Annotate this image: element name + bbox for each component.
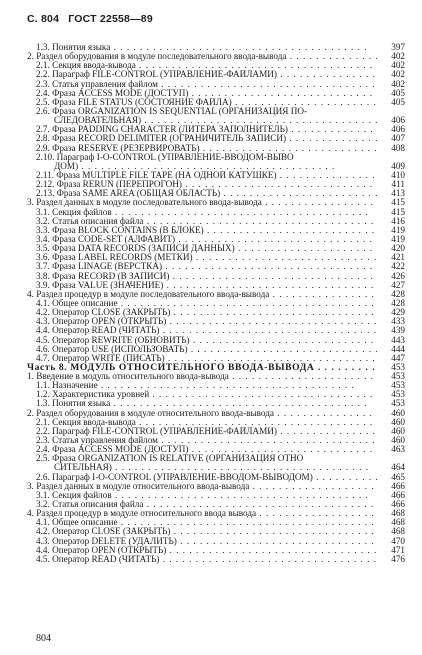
- toc-entry-title: 2.1. Секция ввода-вывода . .: [27, 418, 377, 427]
- toc-entry-page: 420: [391, 243, 405, 254]
- toc-entry-title: 2.5. Фраза FILE STATUS (СОСТОЯНИЕ ФАЙЛА) . .: [27, 98, 377, 107]
- toc-entry-title: 1.1. Назначение . .: [27, 381, 377, 390]
- toc-entry: [27, 162, 405, 171]
- toc-entry-page: 419: [391, 233, 405, 244]
- toc-entry-page: 419: [391, 224, 405, 235]
- toc-entry: [27, 189, 405, 198]
- toc-entry-title: 2.12. Фраза RERUN (ПЕРЕПРОГОН) . .: [27, 180, 377, 189]
- toc-entry-page: 471: [391, 544, 405, 555]
- toc-entry: [27, 317, 405, 326]
- toc-entry-page: 460: [391, 407, 405, 418]
- toc-entry-page: 397: [391, 42, 405, 52]
- toc-entry-title: 3.1. Секция файлов . .: [27, 491, 377, 500]
- toc-entry: [27, 518, 405, 527]
- toc-entry-page: 465: [391, 471, 405, 482]
- toc-entry: [27, 418, 405, 427]
- toc-entry-page: 453: [391, 380, 405, 391]
- toc-entry-title: 4.1. Общее описание . .: [27, 299, 377, 308]
- toc-entry: [27, 345, 405, 354]
- toc-entry: [27, 125, 405, 134]
- toc-entry: [27, 436, 405, 445]
- toc-entry: [27, 290, 405, 299]
- toc-entry-page: 402: [391, 69, 405, 80]
- toc-entry-title: 4.3. Оператор DELETE (УДАЛИТЬ) . .: [27, 537, 377, 546]
- toc-entry: [27, 308, 405, 317]
- toc-entry-title: 2.9. Фраза RESERVE (РЕЗЕРВИРОВАТЬ) . .: [27, 144, 377, 153]
- toc-entry-title: СЛЕДОВАТЕЛЬНАЯ) . .: [27, 116, 377, 125]
- toc-entry-page: 466: [391, 480, 405, 491]
- toc-entry-title: 2.8. Фраза RECORD DELIMITER (ОГРАНИЧИТЕЛЬ ЗАПИСИ) . .: [27, 134, 377, 143]
- toc-entry: [27, 272, 405, 281]
- toc-entry-title: 2.1. Секция ввода-вывода . .: [27, 61, 377, 70]
- toc-entry-page: 426: [391, 270, 405, 281]
- toc-entry-page: 429: [391, 307, 405, 318]
- toc-entry: [27, 555, 405, 564]
- toc-entry-page: 402: [391, 51, 405, 62]
- toc-entry-title: 3.6. Фраза LABEL RECORDS (МЕТКИ) . .: [27, 253, 377, 262]
- toc-entry-title: 4. Раздел процедур в модуле последовательного ввода-вывода . .: [27, 290, 377, 299]
- toc-entry-page: 409: [391, 160, 405, 171]
- toc-entry-title: 4.4. Оператор OPEN (ОТКРЫТЬ) . .: [27, 546, 377, 555]
- toc-entry-title: 2. Раздел оборудования в модуле последовательного ввода-вывода . .: [27, 52, 377, 61]
- toc-entry-title: ДОМ) . .: [27, 162, 377, 171]
- toc-entry-title: 4.5. Оператор REWRITE (ОБНОВИТЬ) . .: [27, 336, 377, 345]
- toc-entry: [27, 244, 405, 253]
- toc-entry-title: 2.6. Параграф I-O-CONTROL (УПРАВЛЕНИЕ-ВВОДОМ-ВЫВОДОМ) . .: [27, 473, 377, 482]
- toc-entry-title: 3.4. Фраза CODE-SET (АЛФАВИТ) . .: [27, 235, 377, 244]
- toc-entry-page: 453: [391, 371, 405, 382]
- toc-entry-page: 413: [391, 188, 405, 199]
- toc-entry-title: 4.2. Оператор CLOSE (ЗАКРЫТЬ) . .: [27, 308, 377, 317]
- toc-entry: [27, 381, 405, 390]
- toc-entry-title: 3.9. Фраза VALUE (ЗНАЧЕНИЕ) . .: [27, 281, 377, 290]
- toc-entry-page: 464: [391, 462, 405, 473]
- toc-entry: [27, 390, 405, 399]
- toc-entry: [27, 134, 405, 143]
- toc-entry: [27, 454, 405, 463]
- toc-entry-page: 405: [391, 96, 405, 107]
- toc-entry-title: 2.2. Параграф FILE-CONTROL (УПРАВЛЕНИЕ-ФАЙЛАМИ) . .: [27, 70, 377, 79]
- toc-entry: [27, 326, 405, 335]
- toc-entry: [27, 198, 405, 207]
- toc-entry: [27, 445, 405, 454]
- toc-entry-title: 4.2. Оператор CLOSE (ЗАКРЫТЬ) . .: [27, 527, 377, 536]
- toc-entry-page: 460: [391, 425, 405, 436]
- toc-entry: [27, 43, 405, 52]
- page-number: 804: [36, 633, 51, 644]
- toc-entry: [27, 281, 405, 290]
- toc-entry-title: Часть 8. МОДУЛЬ ОТНОСИТЕЛЬНОГО ВВОДА-ВЫВОДА . .: [27, 363, 377, 372]
- toc-entry: [27, 217, 405, 226]
- toc-entry-page: 444: [391, 343, 405, 354]
- toc-entry-page: 421: [391, 252, 405, 263]
- toc-entry: [27, 253, 405, 262]
- toc-entry-title: 2.3. Статья управления файлом . .: [27, 80, 377, 89]
- toc-entry-title: 2.11. Фраза MULTIPLE FILE TAPE (НА ОДНОЙ КАТУШКЕ) . .: [27, 171, 377, 180]
- toc-entry: [27, 399, 405, 408]
- toc-entry: [27, 153, 405, 162]
- toc-entry-title: 2.4. Фраза ACCESS MODE (ДОСТУП) . .: [27, 445, 377, 454]
- toc-entry: [27, 70, 405, 79]
- toc-entry-title: 1.2. Характеристика уровней . .: [27, 390, 377, 399]
- toc-entry-title: СИТЕЛЬНАЯ) . .: [27, 463, 377, 472]
- toc-entry: [27, 336, 405, 345]
- toc-entry: [27, 171, 405, 180]
- toc-entry-page: 428: [391, 297, 405, 308]
- toc-entry: [27, 527, 405, 536]
- toc-entry: [27, 208, 405, 217]
- toc-entry-title: 2.2. Параграф FILE-CONTROL (УПРАВЛЕНИЕ-ФАЙЛАМИ) . .: [27, 427, 377, 436]
- toc-entry-title: 3.2. Статья описания файла . .: [27, 500, 377, 509]
- toc-entry-page: 463: [391, 444, 405, 455]
- toc-entry-page: 453: [391, 389, 405, 400]
- toc-entry: [27, 226, 405, 235]
- toc-entry-page: 460: [391, 416, 405, 427]
- toc-entry-title: 4.1. Общее описание . .: [27, 518, 377, 527]
- toc-entry: [27, 509, 405, 518]
- toc-entry-title: 3. Раздел данных в модуле последовательного ввода-вывода . .: [27, 198, 377, 207]
- toc-entry-page: 428: [391, 288, 405, 299]
- toc-entry-title: 2. Раздел оборудования в модуле относительного ввода-вывода . .: [27, 409, 377, 418]
- toc-entry-title: 4.4. Оператор READ (ЧИТАТЬ) . .: [27, 326, 377, 335]
- toc-entry-page: 402: [391, 78, 405, 89]
- toc-entry-page: 415: [391, 197, 405, 208]
- toc-entry-title: 2.5. Фраза ORGANIZATION IS RELATIVE (ОРГАНИЗАЦИЯ ОТНО: [36, 454, 304, 464]
- toc-entry: [27, 473, 405, 482]
- toc-entry-page: 468: [391, 526, 405, 537]
- toc-entry-page: 466: [391, 489, 405, 500]
- toc-entry-page: 405: [391, 87, 405, 98]
- toc-entry: [27, 299, 405, 308]
- page-label: С. 804: [27, 13, 60, 25]
- toc-entry: [27, 427, 405, 436]
- toc-entry-page: 460: [391, 435, 405, 446]
- toc-entry-page: 410: [391, 169, 405, 180]
- toc-entry: [27, 98, 405, 107]
- toc-entry-page: 406: [391, 115, 405, 126]
- toc-entry-title: 4.3. Оператор OPEN (ОТКРЫТЬ) . .: [27, 317, 377, 326]
- toc-entry-title: 3.8. Фраза RECORD (В ЗАПИСИ) . .: [27, 272, 377, 281]
- toc-entry: [27, 107, 405, 116]
- toc-entry-page: 433: [391, 316, 405, 327]
- toc-entry-page: 422: [391, 261, 405, 272]
- table-of-contents: [27, 43, 405, 564]
- toc-entry-page: 476: [391, 553, 405, 564]
- toc-entry: [27, 372, 405, 381]
- toc-entry-page: 443: [391, 334, 405, 345]
- toc-entry-title: 3.5. Фраза DATA RECORDS (ЗАПИСИ ДАННЫХ) . .: [27, 244, 377, 253]
- toc-entry: [27, 491, 405, 500]
- toc-entry: [27, 482, 405, 491]
- toc-entry: [27, 409, 405, 418]
- toc-entry-page: 453: [391, 361, 405, 372]
- toc-entry: [27, 262, 405, 271]
- toc-entry-page: 439: [391, 325, 405, 336]
- toc-entry: [27, 80, 405, 89]
- toc-entry: [27, 537, 405, 546]
- toc-entry-title: 2.6. Фраза ORGANIZATION IS SEQUENTIAL (ОРГАНИЗАЦИЯ ПО-: [36, 106, 308, 116]
- toc-entry-title: 3.3. Фраза BLOCK CONTAINS (В БЛОКЕ) . .: [27, 226, 377, 235]
- toc-entry-page: 415: [391, 206, 405, 217]
- toc-entry-title: 1. Введение в модуль относительного ввода-вывода . .: [27, 372, 377, 381]
- toc-entry: [27, 116, 405, 125]
- toc-entry-title: 2.10. Параграф I-O-CONTROL (УПРАВЛЕНИЕ-ВВОДОМ-ВЫВО: [36, 152, 294, 162]
- toc-entry-title: 4.5. Оператор READ (ЧИТАТЬ) . .: [27, 555, 377, 564]
- toc-entry-page: 427: [391, 279, 405, 290]
- toc-entry-title: 4.6. Оператор USE (ИСПОЛЬЗОВАТЬ) . .: [27, 345, 377, 354]
- toc-entry-title: 3.2. Статья описания файла . .: [27, 217, 377, 226]
- toc-entry-page: 407: [391, 133, 405, 144]
- toc-entry-page: 468: [391, 508, 405, 519]
- toc-entry: [27, 354, 405, 363]
- toc-entry: [27, 546, 405, 555]
- toc-entry-title: 4.7. Оператор WRITE (ПИСАТЬ) . .: [27, 354, 377, 363]
- toc-part-heading: [27, 363, 405, 372]
- toc-entry-title: 2.4. Фраза ACCESS MODE (ДОСТУП) . .: [27, 89, 377, 98]
- standard-id: ГОСТ 22558—89: [68, 13, 153, 25]
- toc-entry-page: 466: [391, 499, 405, 510]
- toc-entry-title: 2.13. Фраза SAME AREA (ОБЩАЯ ОБЛАСТЬ) . .: [27, 189, 377, 198]
- toc-entry: [27, 180, 405, 189]
- toc-entry-page: 406: [391, 124, 405, 135]
- toc-entry-page: 447: [391, 352, 405, 363]
- toc-entry-title: 3. Раздел данных в модуле относительного ввода-вывода . .: [27, 482, 377, 491]
- toc-entry-page: 468: [391, 517, 405, 528]
- toc-entry: [27, 61, 405, 70]
- toc-entry-title: 2.3. Статья управления файлом . .: [27, 436, 377, 445]
- toc-entry-title: 1.3. Понятия языка . .: [27, 43, 377, 52]
- toc-entry-page: 402: [391, 60, 405, 71]
- toc-entry-page: 408: [391, 142, 405, 153]
- toc-entry-page: 470: [391, 535, 405, 546]
- toc-entry-title: 2.7. Фраза PADDING CHARACTER (ЛИТЕРА ЗАПОЛНИТЕЛЬ) . .: [27, 125, 377, 134]
- toc-entry: [27, 500, 405, 509]
- toc-entry-title: 4. Раздел процедур в модуле относительного ввода вывода . .: [27, 509, 377, 518]
- toc-entry: [27, 463, 405, 472]
- toc-entry: [27, 235, 405, 244]
- toc-entry-title: 1.3. Понятия языка . .: [27, 399, 377, 408]
- page-header: [27, 13, 159, 25]
- toc-entry: [27, 89, 405, 98]
- toc-entry-page: 416: [391, 215, 405, 226]
- toc-entry: [27, 144, 405, 153]
- toc-entry-page: 453: [391, 398, 405, 409]
- toc-entry-title: 3.7. Фраза LINAGE (ВЕРСТКА) . .: [27, 262, 377, 271]
- toc-entry-page: 411: [391, 179, 405, 190]
- toc-entry-title: 3.1. Секция файлов . .: [27, 208, 377, 217]
- toc-entry: [27, 52, 405, 61]
